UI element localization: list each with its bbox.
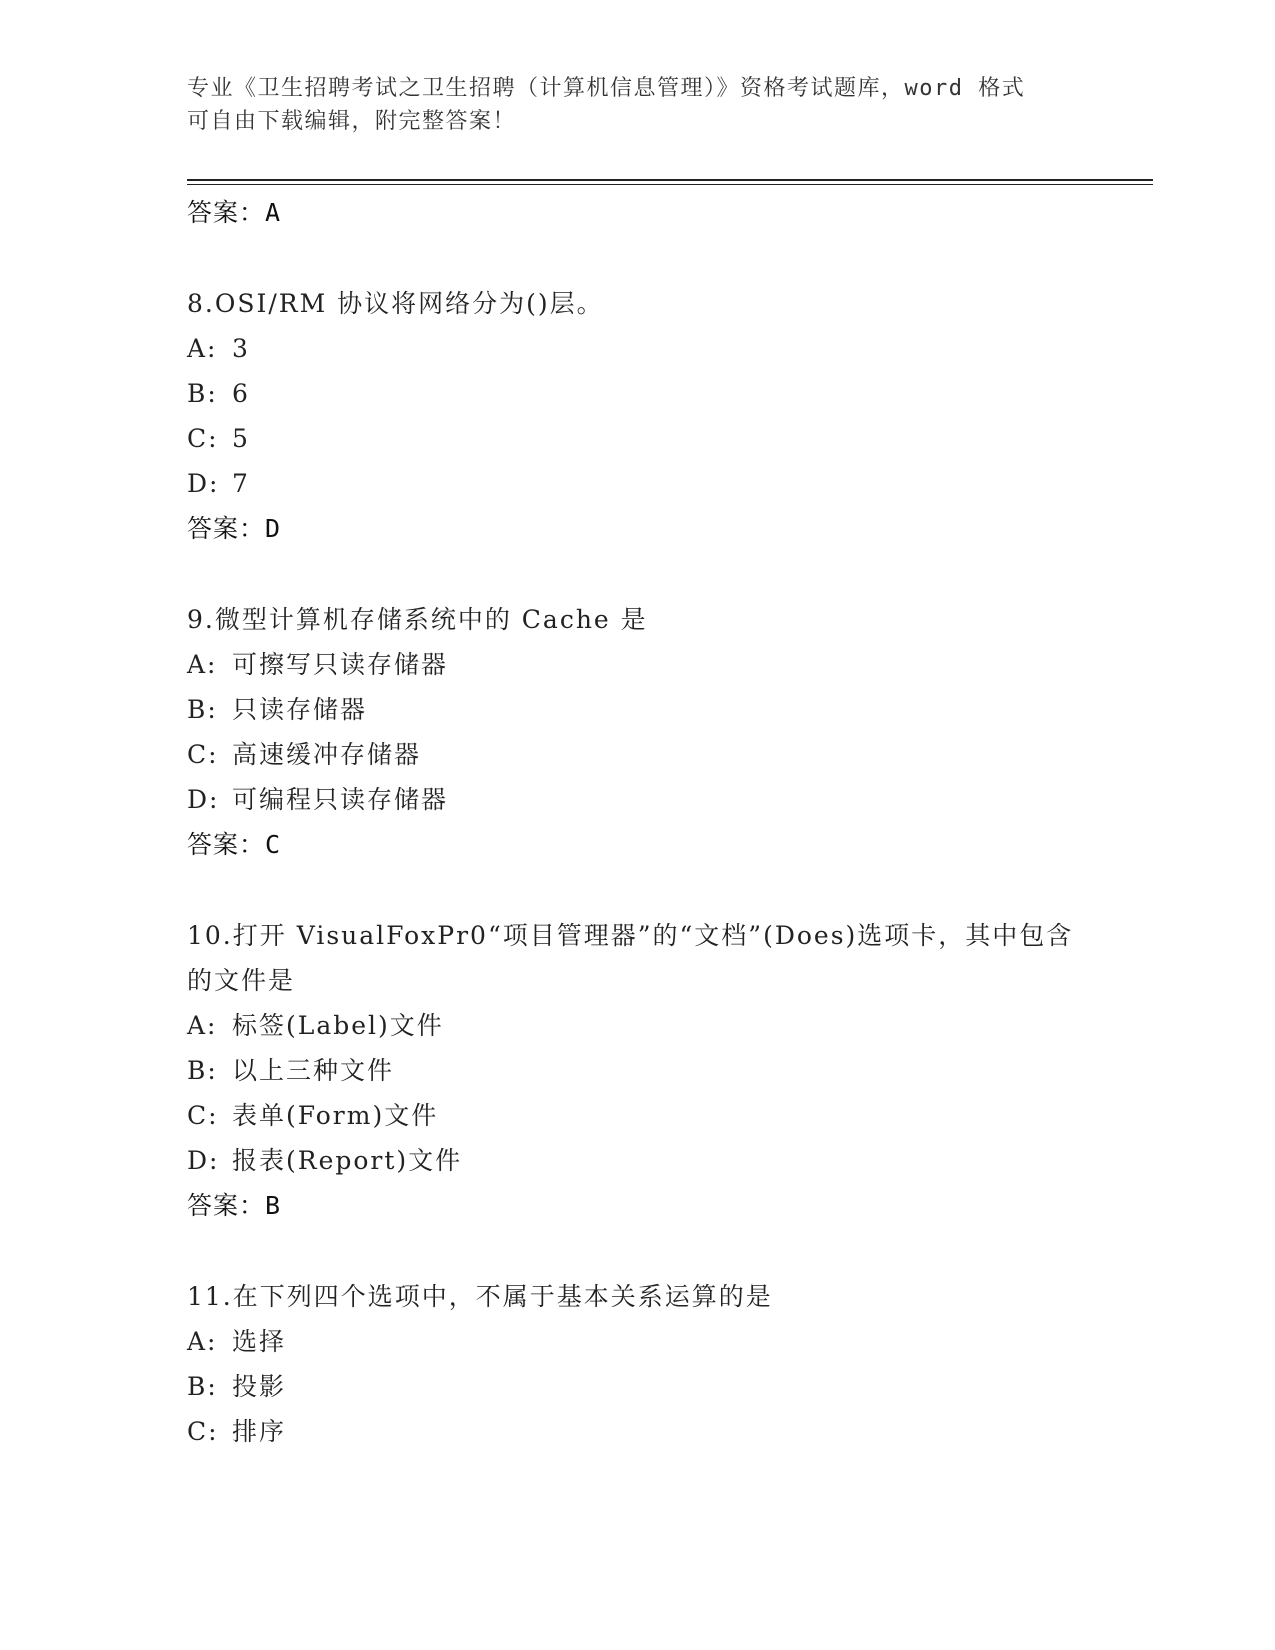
option-b xyxy=(187,371,1087,416)
option-text: 表单(Form)文件 xyxy=(232,1101,439,1130)
option-letter: A: xyxy=(187,650,218,679)
option-b xyxy=(187,1364,1087,1409)
option-letter: D: xyxy=(187,1146,220,1175)
option-a xyxy=(187,1319,1087,1364)
option-d xyxy=(187,1138,1087,1183)
question-text: 11.在下列四个选项中，不属于基本关系运算的是 xyxy=(187,1282,773,1311)
header-divider-thin xyxy=(187,184,1153,185)
option-letter: B: xyxy=(187,695,218,724)
header-line-1: 专业《卫生招聘考试之卫生招聘（计算机信息管理）》资格考试题库，word 格式 xyxy=(187,76,1026,101)
option-letter: D: xyxy=(187,469,220,498)
question-text: 8.OSI/RM 协议将网络分为()层。 xyxy=(187,289,604,318)
option-text: 选择 xyxy=(232,1327,287,1356)
option-a xyxy=(187,642,1087,687)
question-text: 10.打开 VisualFoxPr0“项目管理器”的“文档”(Does)选项卡，其中包含的文件是 xyxy=(187,921,1074,995)
option-text: 标签(Label)文件 xyxy=(232,1011,444,1040)
option-text: 6 xyxy=(232,379,250,408)
option-text: 3 xyxy=(232,334,250,363)
option-letter: A: xyxy=(187,1327,218,1356)
option-text: 排序 xyxy=(232,1417,287,1446)
option-letter: A: xyxy=(187,1011,218,1040)
option-letter: B: xyxy=(187,1372,218,1401)
option-text: 5 xyxy=(232,424,250,453)
header-line-2: 可自由下载编辑，附完整答案！ xyxy=(187,109,517,134)
previous-answer: 答案：A xyxy=(187,198,282,227)
question-10 xyxy=(187,913,1087,1228)
question-8 xyxy=(187,281,1087,551)
option-text: 可编程只读存储器 xyxy=(232,785,449,814)
option-letter: A: xyxy=(187,334,218,363)
option-letter: B: xyxy=(187,1056,218,1085)
option-text: 只读存储器 xyxy=(232,695,368,724)
option-c xyxy=(187,1409,1087,1454)
answer-line: 答案：B xyxy=(187,1191,282,1220)
option-b xyxy=(187,1048,1087,1093)
option-a xyxy=(187,1003,1087,1048)
option-d xyxy=(187,461,1087,506)
option-d xyxy=(187,777,1087,822)
option-c xyxy=(187,732,1087,777)
option-text: 投影 xyxy=(232,1372,287,1401)
answer-line: 答案：C xyxy=(187,830,282,859)
option-c xyxy=(187,416,1087,461)
option-letter: B: xyxy=(187,379,218,408)
option-letter: D: xyxy=(187,785,220,814)
option-letter: C: xyxy=(187,1101,219,1130)
option-b xyxy=(187,687,1087,732)
option-text: 高速缓冲存储器 xyxy=(232,740,422,769)
option-a xyxy=(187,326,1087,371)
question-text: 9.微型计算机存储系统中的 Cache 是 xyxy=(187,605,648,634)
question-11 xyxy=(187,1274,1087,1454)
option-letter: C: xyxy=(187,424,219,453)
option-letter: C: xyxy=(187,1417,219,1446)
option-text: 报表(Report)文件 xyxy=(232,1146,463,1175)
option-text: 7 xyxy=(232,469,250,498)
document-header xyxy=(187,72,1067,138)
option-letter: C: xyxy=(187,740,219,769)
question-list xyxy=(187,190,1087,1454)
option-text: 可擦写只读存储器 xyxy=(232,650,449,679)
header-divider-thick xyxy=(187,179,1153,181)
answer-line: 答案：D xyxy=(187,514,282,543)
option-c xyxy=(187,1093,1087,1138)
option-text: 以上三种文件 xyxy=(232,1056,395,1085)
question-9 xyxy=(187,597,1087,867)
